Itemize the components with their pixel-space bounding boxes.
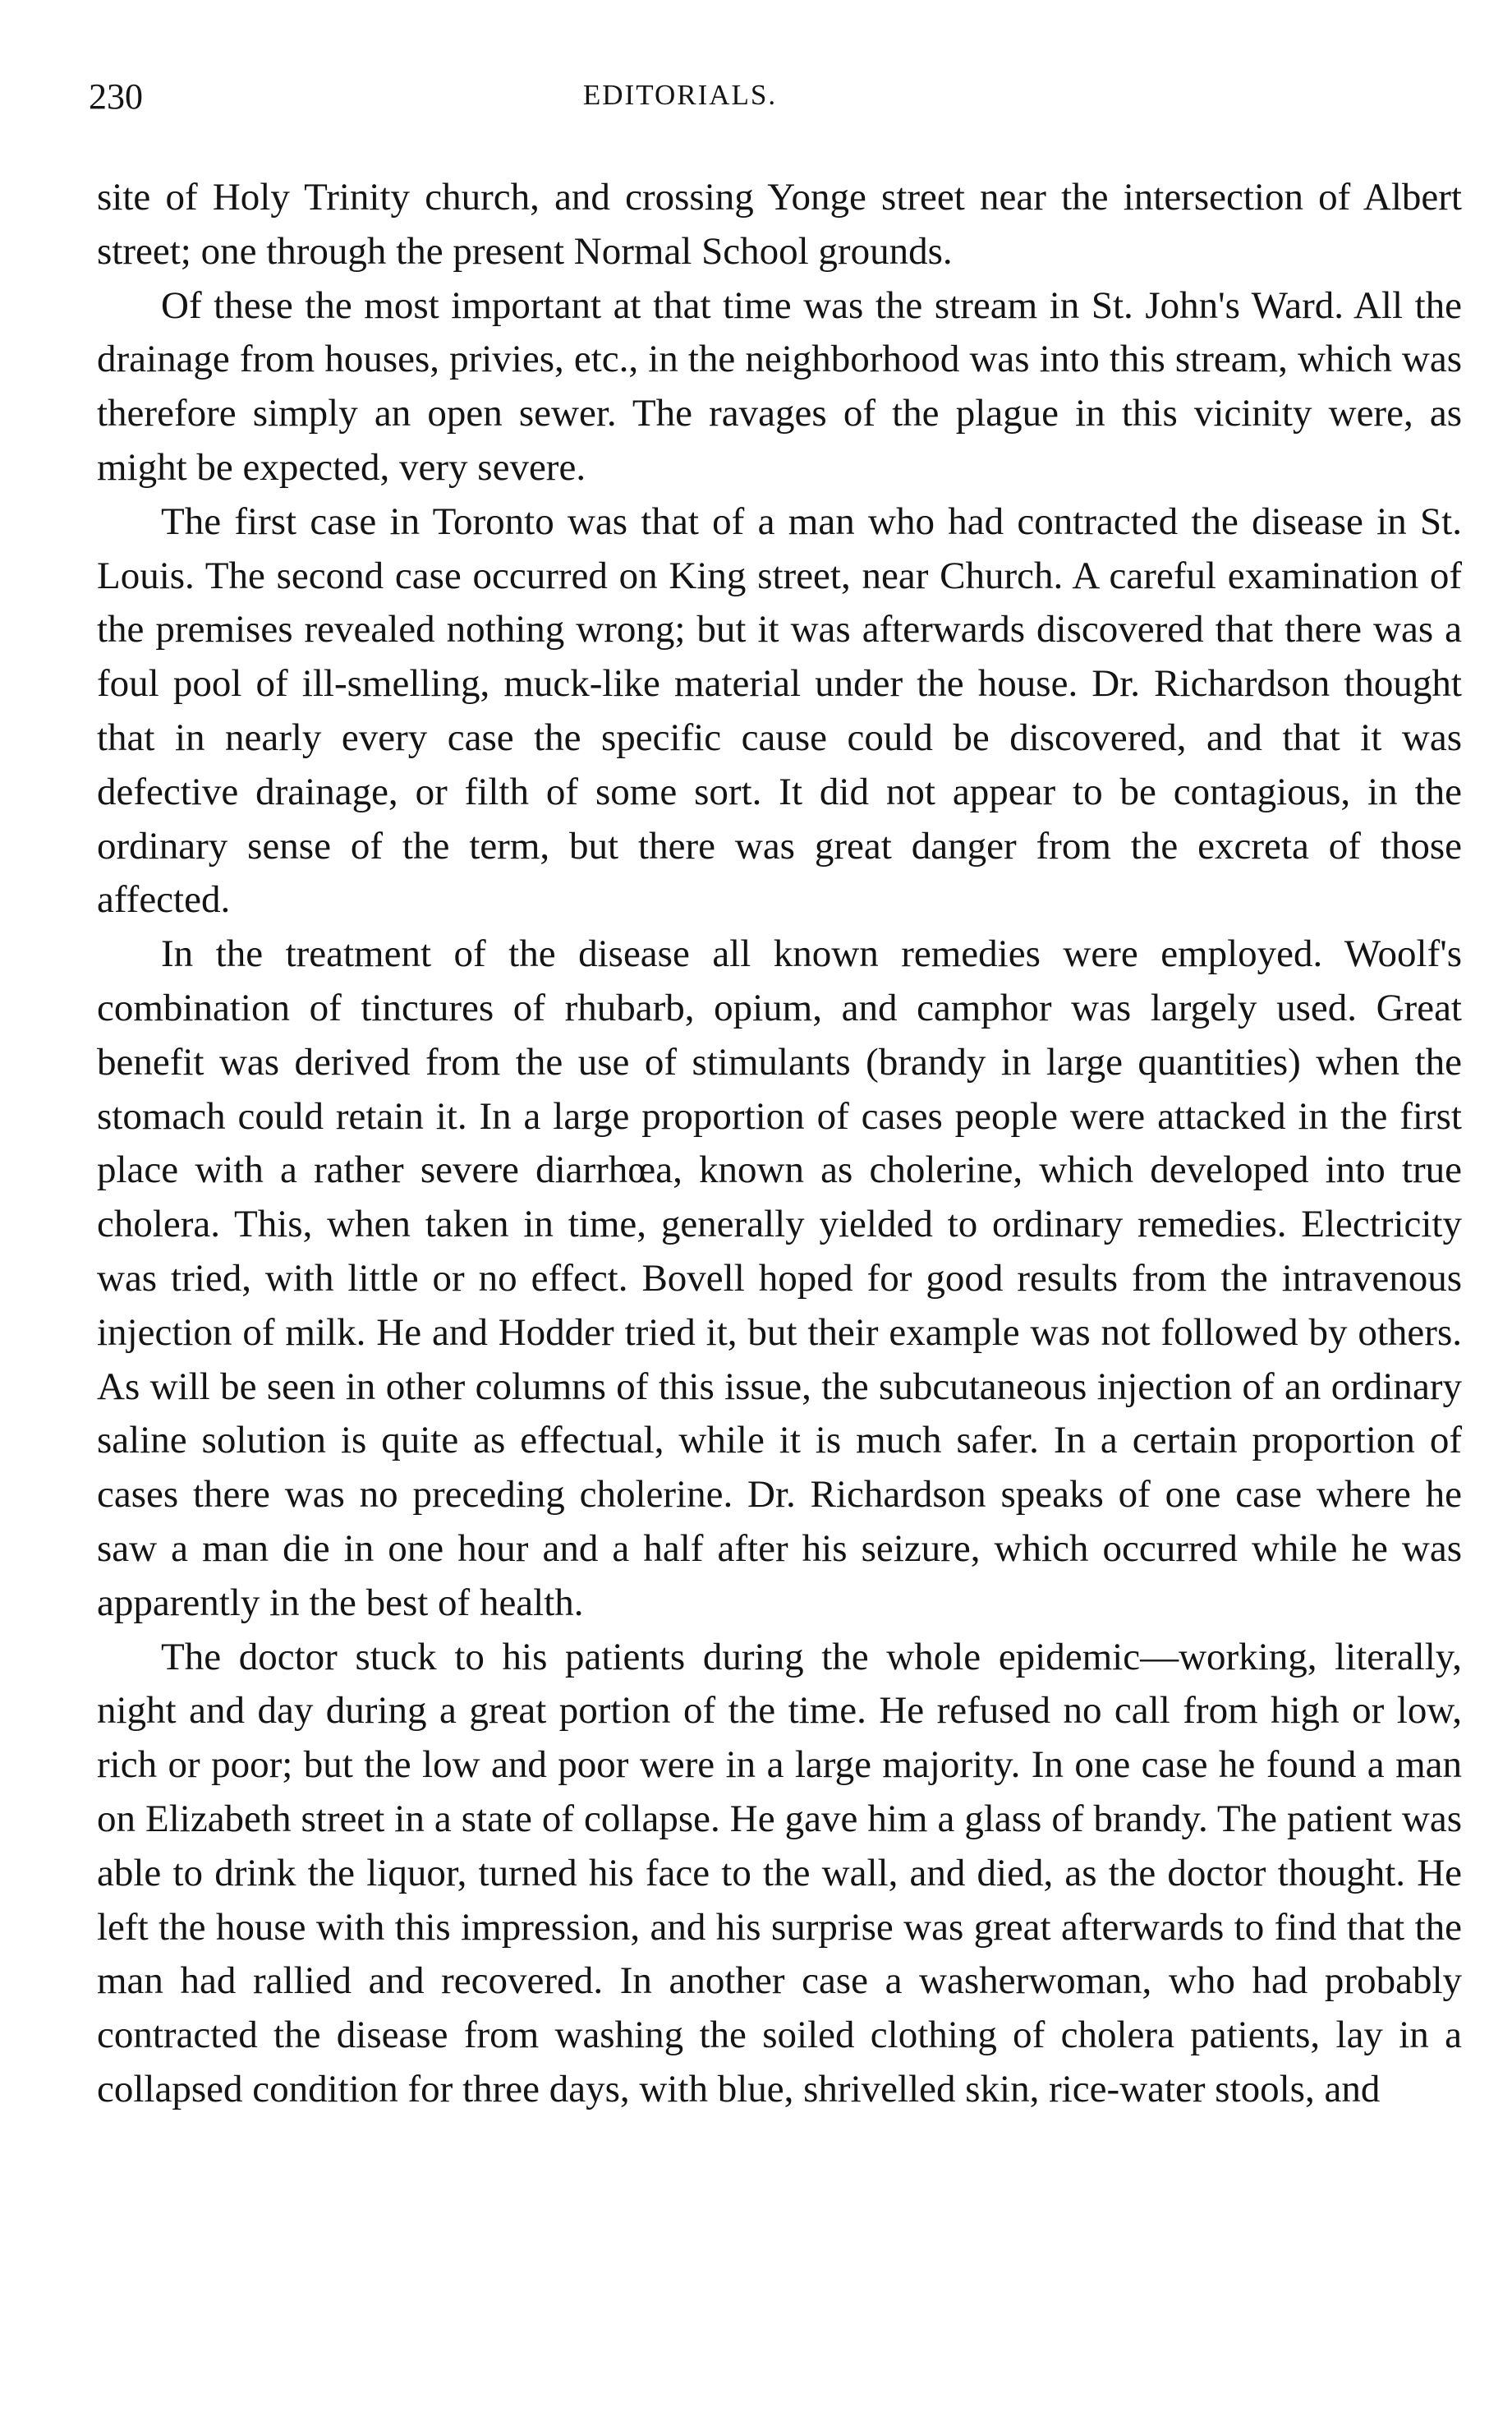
page-number: 230 bbox=[89, 76, 143, 117]
book-page bbox=[89, 0, 1462, 2435]
paragraph: The doctor stuck to his patients during the whole epidemic—working, literally, night and day during a great portion of the time. He refused no call from high or low, rich or poor; but the low and poor were in a large majority. In one case he found a man on Elizabeth street in a state of collapse. He gave him a glass of brandy. The patient was able to drink the liquor, turned his face to the wall, and died, as the doctor thought. He left the house with this impression, and his surprise was great afterwards to find that the man had rallied and recovered. In another case a washerwoman, who had probably contracted the disease from washing the soiled clothing of cholera patients, lay in a collapsed condition for three days, with blue, shrivelled skin, rice-water stools, and bbox=[97, 1635, 1462, 2110]
paragraph: Of these the most important at that time was the stream in St. John's Ward. All the drainage from houses, privies, etc., in the neighborhood was into this stream, which was therefore simply an open sewer. The ravages of the plague in this vicinity were, as might be expected, very severe. bbox=[97, 283, 1462, 489]
running-head bbox=[89, 76, 1462, 125]
running-title: EDITORIALS. bbox=[582, 79, 778, 111]
paragraph: The first case in Toronto was that of a man who had contracted the disease in St. Louis. The second case occurred on King street, near Church. A careful examination of the premises revealed nothing wrong; but it was afterwards discovered that there was a foul pool of ill-smelling, muck-like material under the house. Dr. Richardson thought that in nearly every case the specific cause could be discovered, and that it was defective drainage, or filth of some sort. It did not appear to be contagious, in the ordinary sense of the term, but there was great danger from the excreta of those affected. bbox=[97, 499, 1462, 922]
paragraph: site of Holy Trinity church, and crossing Yonge street near the intersection of Albert street; one through the present Normal School grounds. bbox=[97, 176, 1462, 273]
body-text bbox=[97, 171, 1462, 2117]
paragraph: In the treatment of the disease all known remedies were employed. Woolf's combination of tinctures of rhubarb, opium, and camphor was largely used. Great benefit was derived from the use of stimulants (brandy in large quantities) when the stomach could retain it. In a large proportion of cases people were attacked in the first place with a rather severe diarrhœa, known as cholerine, which developed into true cholera. This, when taken in time, generally yielded to ordinary remedies. Electricity was tried, with little or no effect. Bovell hoped for good results from the intravenous injection of milk. He and Hodder tried it, but their example was not followed by others. As will be seen in other columns of this issue, the subcutaneous injection of an ordinary saline solution is quite as effectual, while it is much safer. In a certain proportion of cases there was no preceding cholerine. Dr. Richardson speaks of one case where he saw a man die in one hour and a half after his seizure, which occurred while he was apparently in the best of health. bbox=[97, 932, 1462, 1624]
